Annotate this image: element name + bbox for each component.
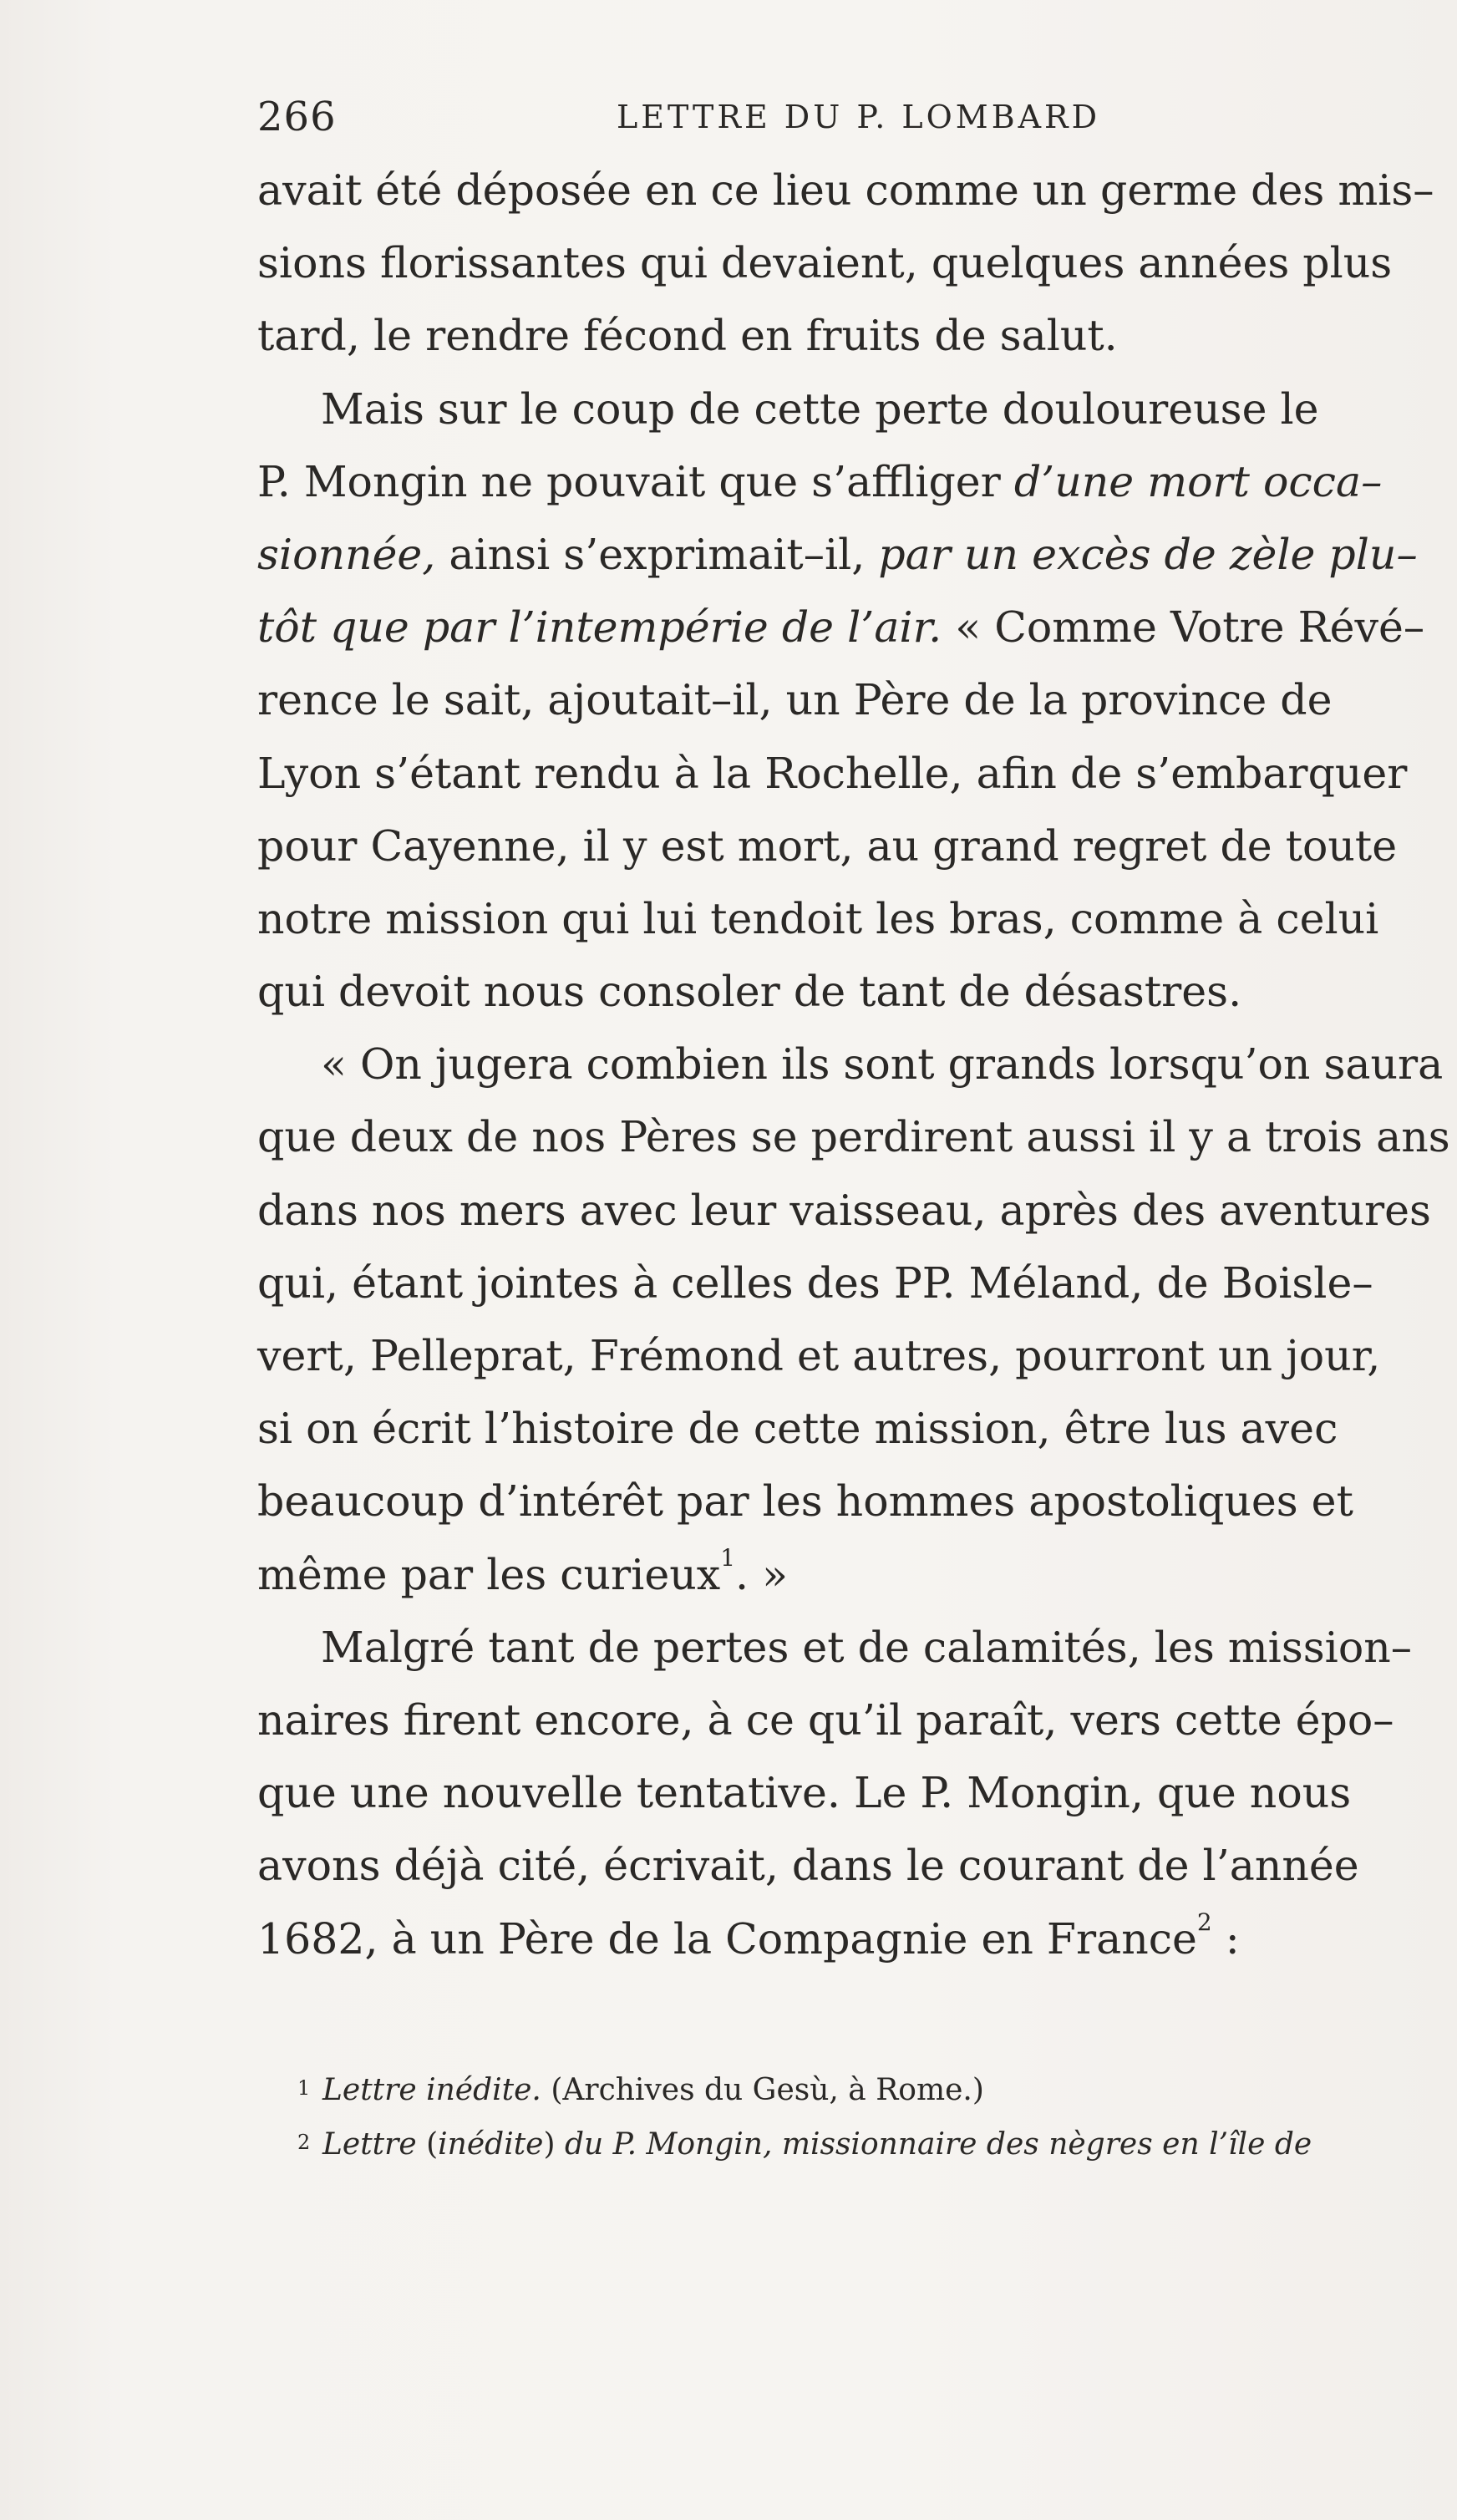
text-line: 1682, à un Père de la Compagnie en France$^2$ : <box>257 1908 1240 1964</box>
text-line: rence le sait, ajoutait–il, un Père de la province de <box>257 675 1333 725</box>
footnote-number: 1 <box>297 2076 311 2100</box>
text-line: beaucoup d’intérêt par les hommes apostoliques et <box>257 1476 1353 1527</box>
text-line: P. Mongin ne pouvait que s’affliger d’une mort occa– <box>257 456 1383 506</box>
text-line: tard, le rendre fécond en fruits de salut. <box>257 311 1118 361</box>
text-line: naires firent encore, à ce qu’il paraît, vers cette épo– <box>257 1694 1394 1745</box>
text-line: tôt que par l’intempérie de l’air. « Comme Votre Révé– <box>257 602 1425 653</box>
body-text <box>257 154 1450 1975</box>
text-line: Malgré tant de pertes et de calamités, les mission– <box>321 1622 1412 1672</box>
text-line: avait été déposée en ce lieu comme un germe des mis– <box>257 165 1434 215</box>
page-number: 266 <box>257 94 337 140</box>
text-line: « On jugera combien ils sont grands lorsqu’on saura <box>321 1039 1444 1090</box>
footnote: 1 Lettre inédite. (Archives du Gesù, à Rome.) <box>297 2062 1417 2116</box>
text-line: que une nouvelle tentative. Le P. Mongin, que nous <box>257 1768 1352 1818</box>
text-line: qui devoit nous consoler de tant de désastres. <box>257 967 1242 1017</box>
footnote-ref: 2 <box>1196 1908 1212 1936</box>
footnote: 2 Lettre (inédite) du P. Mongin, missionnaire des nègres en l’île de <box>297 2116 1417 2171</box>
text-line: si on écrit l’histoire de cette mission, être lus avec <box>257 1404 1338 1454</box>
text-line: Mais sur le coup de cette perte douloureuse le <box>321 384 1319 434</box>
footnote-ref: 1 <box>720 1543 736 1572</box>
footnote-number: 2 <box>297 2131 311 2154</box>
text-line: que deux de nos Pères se perdirent aussi il y a trois ans <box>257 1112 1450 1162</box>
page-header <box>257 94 1414 144</box>
text-line: dans nos mers avec leur vaisseau, après des aventures <box>257 1185 1431 1235</box>
running-head: LETTRE DU P. LOMBARD <box>617 99 1101 135</box>
text-line: pour Cayenne, il y est mort, au grand regret de toute <box>257 821 1398 871</box>
text-line: qui, étant jointes à celles des PP. Méland, de Boisle– <box>257 1257 1373 1308</box>
text-line: sionnée, ainsi s’exprimait–il, par un excès de zèle plu– <box>257 529 1418 579</box>
footnotes <box>297 2062 1417 2171</box>
text-line: même par les curieux$^1$. » <box>257 1543 789 1599</box>
text-line: Lyon s’étant rendu à la Rochelle, afin de s’embarquer <box>257 748 1408 798</box>
text-line: avons déjà cité, écrivait, dans le courant de l’année <box>257 1841 1359 1891</box>
text-line: notre mission qui lui tendoit les bras, comme à celui <box>257 893 1379 943</box>
text-line: vert, Pelleprat, Frémond et autres, pourront un jour, <box>257 1331 1381 1380</box>
text-line: sions florissantes qui devaient, quelques années plus <box>257 238 1393 288</box>
